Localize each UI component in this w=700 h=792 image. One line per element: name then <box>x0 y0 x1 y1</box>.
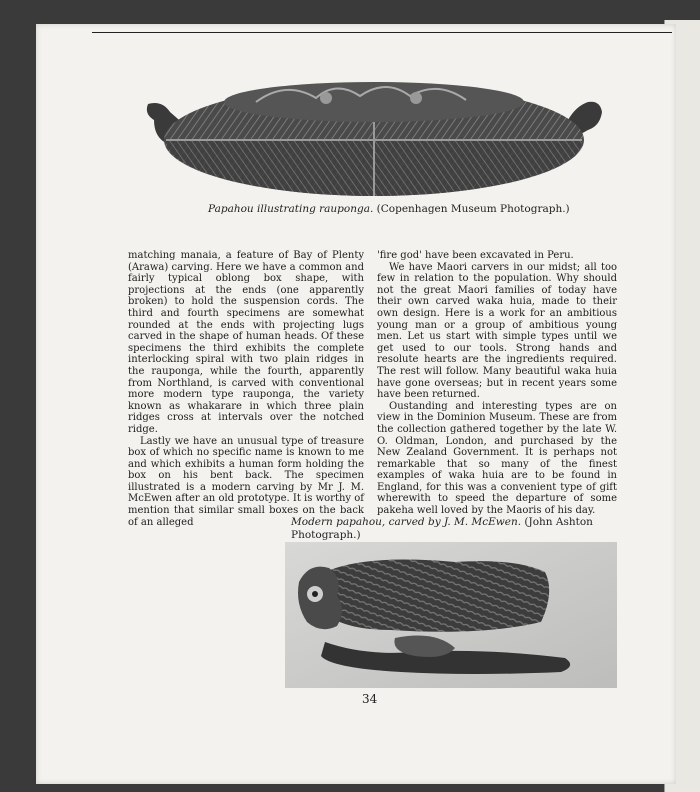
bottom-caption <box>291 516 617 542</box>
right-paragraph-2: We have Maori carvers in our midst; all too few in relation to the population. Why should not the great Maori families of today have their own carved waka huia, made to their own design. Here is a work for an ambitious young man or a group of ambitious young men. Let us start with simple types until we get used to our tools. Strong hands and resolute hearts are the ingredients required. The rest will follow. Many beautiful waka huia have gone overseas; but in recent years some have been returned. <box>377 261 617 401</box>
top-caption <box>208 203 608 216</box>
left-paragraph-1: matching manaia, a feature of Bay of Plenty (Arawa) carving. Here we have a common and fairly typical oblong box shape, with projections at the ends (one apparently broken) to hold the suspension cords. The third and fourth specimens are somewhat rounded at the ends with projecting lugs carved in the shape of human heads. Of these specimens the third exhibits the complete interlocking spiral with two plain ridges in the rauponga, while the fourth, apparently from Northland, is carved with conventional more modern type rauponga, the variety known as whakarare in which three plain ridges cross at intervals over the notched ridge. <box>128 250 364 435</box>
right-column <box>377 250 617 517</box>
page-number: 34 <box>362 692 378 706</box>
top-caption-title: Papahou illustrating rauponga. <box>208 203 374 215</box>
top-caption-credit: (Copenhagen Museum Photograph.) <box>376 203 570 215</box>
right-paragraph-1: 'fire god' have been excavated in Peru. <box>377 250 574 261</box>
left-paragraph-2: Lastly we have an unusual type of treasure box of which no specific name is known to me and which exhibits a human form holding the box on his bent back. The specimen illustrated is a modern carving by Mr J. M. McEwen after an old prototype. It is worthy of mention that similar small boxes on the back of an alleged <box>128 435 364 528</box>
bottom-caption-title: Modern papahou, carved by J. M. McEwen. <box>291 516 522 528</box>
left-column <box>128 250 364 528</box>
papahou-photo <box>136 62 606 200</box>
modern-papahou-photo <box>285 542 617 688</box>
bottom-caption-credit: (John Ashton Photograph.) <box>291 516 593 541</box>
right-paragraph-3: Oustanding and interesting types are on view in the Dominion Museum. These are from the collection gathered together by the late W. O. Oldman, London, and purchased by the New Zealand Government. It is perhaps not remarkable that so many of the finest examples of waka huia are to be found in England, for this was a convenient type of gift wherewith to speed the departure of some pakeha well loved by the Maoris of his day. <box>377 400 617 517</box>
top-rule <box>92 32 672 33</box>
